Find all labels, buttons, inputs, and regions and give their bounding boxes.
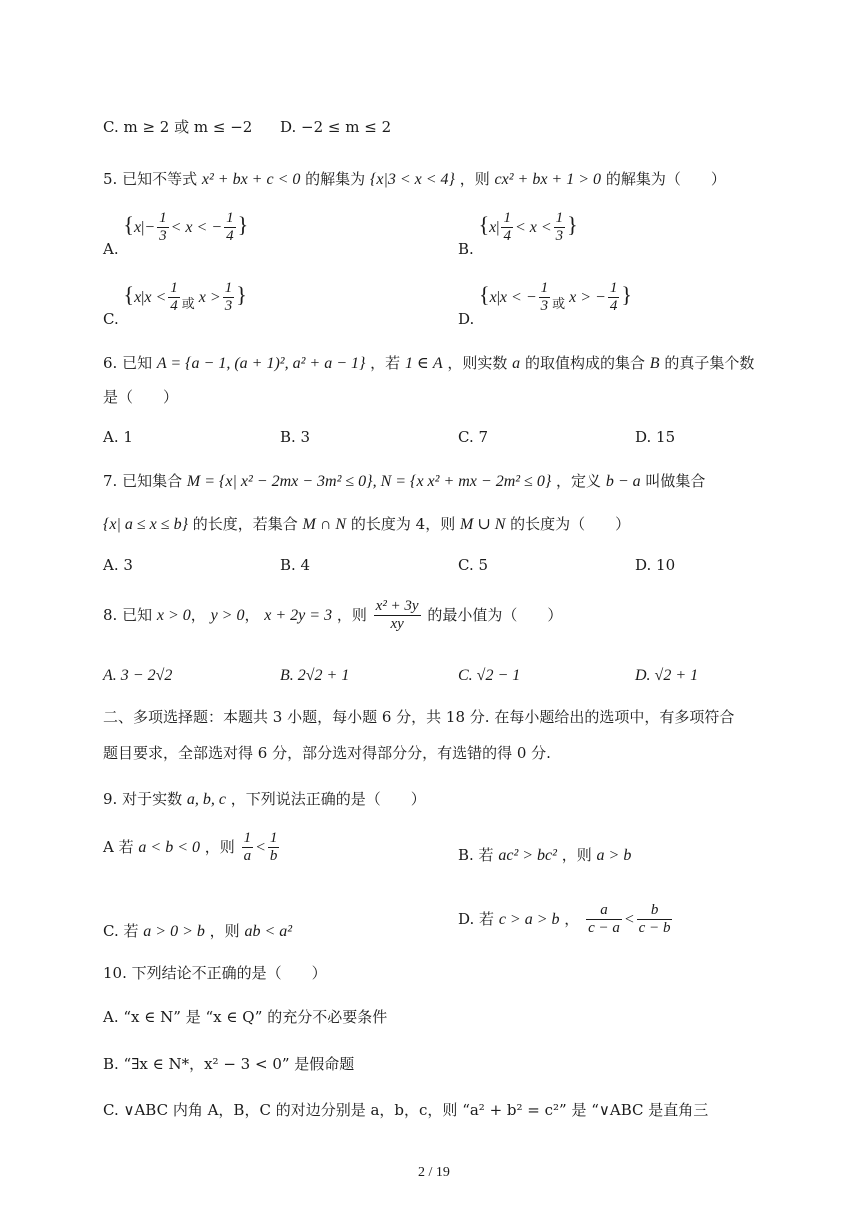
q8-option-c: C. √2 − 1	[458, 667, 521, 684]
q6-stem-line2: 是（ ）	[103, 388, 179, 406]
q5-option-c: C. {x|x < $\frac{1}{4}$ 或 x > $\frac{1}{3}$ }	[103, 280, 247, 328]
q7-option-c: C. 5	[458, 556, 489, 574]
q10-option-c: C. ∨ABC 内角 A，B，C 的对边分别是 a，b，c，则 “a² + b² = c²” 是 “∨ABC 是直角三	[103, 1101, 709, 1119]
fraction: $\frac{1}{4}$	[170, 280, 178, 315]
q6-stem-line1: 6. 已知 A = {a − 1, (a + 1)², a² + a − 1} ，若 1 ∈ A ，则实数 a 的取值构成的集合 B 的真子集个数	[103, 354, 755, 372]
fraction: $\frac{1}{b}$	[269, 830, 278, 865]
q8-option-a: A. 3 − 2√2	[103, 667, 173, 684]
q7-stem-line2: {x| a ≤ x ≤ b} 的长度，若集合 M ∩ N 的长度为 4，则 M ∪ N 的长度为（ ）	[103, 515, 631, 533]
q6-option-d: D. 15	[635, 428, 676, 446]
fraction: $\frac{1}{a}$	[243, 830, 252, 865]
q8-option-d: D. √2 + 1	[635, 667, 699, 684]
fraction: $\frac{1}{3}$	[224, 280, 233, 315]
q5-option-d: D. {x|x < − $\frac{1}{3}$ 或 x > − $\frac{1}{4}$ }	[458, 280, 632, 328]
q5-option-b: B. {x| $\frac{1}{4}$ < x < $\frac{1}{3}$ }	[458, 210, 578, 258]
section-heading-line1: 二、多项选择题：本题共 3 小题，每小题 6 分，共 18 分. 在每小题给出的选项中，有多项符合	[103, 708, 735, 726]
q9-stem: 9. 对于实数 a, b, c ，下列说法正确的是（ ）	[103, 790, 426, 808]
fraction: $\frac{\text{x² + 3y}}{xy}$	[375, 598, 419, 633]
q5-stem: 5. 已知不等式 x² + bx + c < 0 的解集为 {x|3 < x < 4} ，则 cx² + bx + 1 > 0 的解集为（ ）	[103, 170, 726, 188]
q9-option-b: B. 若 ac² > bc² ，则 a > b	[458, 846, 632, 864]
fraction: $\frac{a}{c - a}$	[588, 902, 620, 937]
fraction: $\frac{1}{4}$	[226, 210, 234, 245]
q5-option-a: A. {x|− $\frac{1}{3}$ < x < − $\frac{1}{4}$ }	[103, 210, 249, 258]
q10-stem: 10. 下列结论不正确的是（ ）	[103, 964, 327, 982]
q9-option-a: A 若 a < b < 0 ，则 $\frac{1}{a}$ < $\frac{1}{b}$	[103, 830, 278, 865]
q4-option-c: C. m ≥ 2 或 m ≤ −2	[103, 118, 253, 136]
q6-option-a: A. 1	[103, 428, 133, 446]
page-number: 2 / 19	[418, 1165, 450, 1180]
q8-stem: 8. 已知 x > 0， y > 0， x + 2y = 3 ，则 $\frac{\text{x² + 3y}}{xy}$ 的最小值为（ ）	[103, 598, 563, 633]
q10-option-a: A. “x ∈ N” 是 “x ∈ Q” 的充分不必要条件	[103, 1008, 388, 1026]
fraction: $\frac{1}{4}$	[609, 280, 618, 315]
q9-option-d: D. 若 c > a > b ， $\frac{a}{c - a}$ < $\frac{b}{c - b}$	[458, 902, 671, 937]
q8-option-b: B. 2√2 + 1	[280, 667, 350, 684]
q9-option-c: C. 若 a > 0 > b ，则 ab < a²	[103, 922, 293, 940]
fraction: $\frac{1}{3}$	[540, 280, 549, 315]
fraction: $\frac{1}{4}$	[503, 210, 511, 245]
q4-option-d: D. −2 ≤ m ≤ 2	[280, 118, 392, 136]
fraction: $\frac{1}{3}$	[159, 210, 167, 245]
q7-option-a: A. 3	[103, 556, 133, 574]
q7-stem-line1: 7. 已知集合 M = {x| x² − 2mx − 3m² ≤ 0}, N = {x x² + mx − 2m² ≤ 0} ，定义 b − a 叫做集合	[103, 472, 706, 490]
q10-option-b: B. “∃x ∈ N*，x² − 3 < 0” 是假命题	[103, 1055, 355, 1073]
q7-option-b: B. 4	[280, 556, 311, 574]
q6-option-c: C. 7	[458, 428, 489, 446]
section-heading-line2: 题目要求，全部选对得 6 分，部分选对得部分分，有选错的得 0 分.	[103, 744, 551, 762]
fraction: $\frac{b}{c - b}$	[638, 902, 671, 937]
q6-option-b: B. 3	[280, 428, 311, 446]
q7-option-d: D. 10	[635, 556, 676, 574]
fraction: $\frac{1}{3}$	[555, 210, 564, 245]
